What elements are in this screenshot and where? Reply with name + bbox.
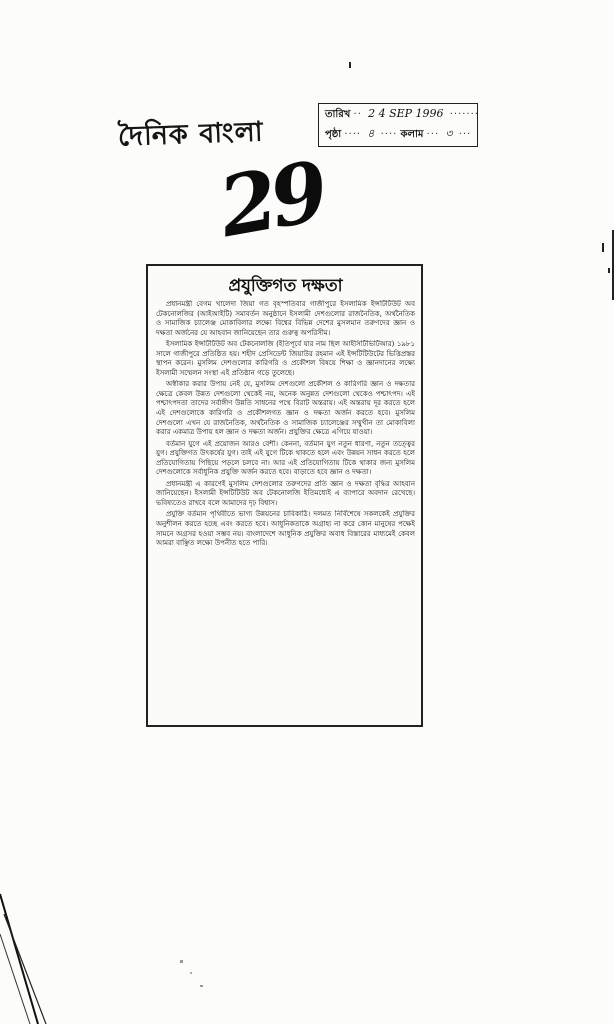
newspaper-name: দৈনিক বাংলা — [117, 116, 265, 153]
article-paragraph: প্রধানমন্ত্রী এ কারণেই মুসলিম দেশগুলোর তরুণদের প্রতি জ্ঞান ও দক্ষতা বৃদ্ধির আহবান জানিয়েছেন। ইসলামী ইন্সটিটিউট অব টেকনোলজি ইতিমধ্যেই এ ব্যাপারে অবদান রেখেছে। ভবিষ্যতেও রাখবে বলে আমাদের দৃঢ় বিশ্বাস। — [156, 479, 415, 507]
article-clipping — [146, 264, 423, 727]
handwritten-number: 29 — [212, 143, 330, 257]
stamp-page-label: পৃষ্ঠা — [325, 129, 342, 140]
article-paragraph: প্রযুক্তি বর্তমান পৃথিবীতে ভাগ্য উন্নয়নের চাবিকাঠি। দলমত নির্বিশেষে সকলকেই প্রযুক্তির অনুশীলন করতে হচ্ছে এবং করতে হবে। আধুনিকতাকে অগ্রাহ্য না করে কোন মানুষের পক্ষেই সামনে অগ্রসর হওয়া সম্ভব নয়। বাংলাদেশে আধুনিক প্রযুক্তির অবাধ বিস্তারের মাধ্যমেই কেবল আমরা বাঞ্ছিত লক্ষ্যে উপনীত হতে পারি। — [156, 510, 415, 548]
scan-speck — [190, 972, 192, 974]
scan-speck — [200, 985, 203, 987]
date-stamp — [318, 103, 478, 147]
article-paragraph: ইসলামিক ইন্সটিটিউট অব টেকনোলজি (ইতিপূর্বে যার নাম ছিল আইসিটিভিটিআর) ১৯৮১ সালে গাজীপুরে প্রতিষ্ঠিত হয়। শহীদ প্রেসিডেন্ট জিয়াউর রহমান এই ইন্সটিটিউটের ভিত্তিপ্রস্তর স্থাপন করেন। মুসলিম দেশগুলোর কারিগরি ও প্রকৌশল বিষয়ে শিক্ষা ও জ্ঞানদানের লক্ষ্যে ইসলামী সম্মেলন সংস্থা এই প্রতিষ্ঠান গড়ে তুলেছে। — [156, 340, 415, 377]
stamp-date-value: 2 4 SEP 1996 — [368, 107, 444, 120]
stamp-date-label: তারিখ — [325, 109, 351, 120]
stamp-page-row: পৃষ্ঠা ···· ৪ ···· কলাম ··· ৩ ··· — [325, 127, 472, 140]
scan-speck — [608, 268, 610, 273]
scan-speck — [349, 62, 351, 68]
stamp-column-value: ৩ — [445, 127, 453, 140]
scan-speck — [180, 960, 183, 963]
article-paragraph: প্রধানমন্ত্রী বেগম খালেদা জিয়া গত বৃহস্পতিবার গাজীপুরে ইসলামিক ইন্সটিটিউট অব টেকনোলজির (আইআইটি) সমাবর্তন অনুষ্ঠানে ইসলামী দেশগুলোর রাজনৈতিক, অর্থনৈতিক ও সামাজিক চ্যালেঞ্জ মোকাবিলার লক্ষ্যে বিশ্বের বিভিন্ন দেশের মুসলমান তরুণদের জ্ঞান ও দক্ষতা অর্জনের যে আহবান জানিয়েছেন তার গুরুত্ব অপরিসীম। — [156, 300, 415, 337]
stamp-column-label: কলাম — [400, 129, 424, 140]
article-title: প্রযুক্তিগত দক্ষতা — [228, 276, 343, 296]
folded-corner-mark — [0, 890, 56, 1024]
article-paragraph: অস্বীকার করার উপায় নেই যে, মুসলিম দেশগুলো প্রকৌশল ও কারিগরি জ্ঞান ও দক্ষতার ক্ষেত্রে কেবল উন্নত দেশগুলো থেকেই নয়, অনেক অনুন্নত দেশগুলো থেকেও পশ্চাৎপদ। এই পশ্চাৎপদতা তাদের সর্বাঙ্গীণ উন্নতি সাধনের পথে বিরাট অন্তরায়। এই অন্তরায় দূর করতে হলে এই দেশগুলোকে কারিগরি ও প্রকৌশলগত জ্ঞান ও দক্ষতা অর্জন করতে হবে। মুসলিম দেশগুলো এখন যে রাজনৈতিক, অর্থনৈতিক ও সামাজিক চ্যালেঞ্জের সম্মুখীন তা মোকাবিলা করার একমাত্র উপায় হল জ্ঞান ও দক্ষতা অর্জন। প্রযুক্তির ক্ষেত্রে এগিয়ে যাওয়া। — [156, 380, 415, 437]
scan-speck — [602, 243, 604, 252]
article-paragraph: বর্তমান যুগে এই প্রয়োজন আরও বেশী। কেননা, বর্তমান যুগ নতুন ধারণা, নতুন তত্ত্বের যুগ। প্রযুক্তিগত উৎকর্ষের যুগ। তাই এই যুগে টিকে থাকতে হলে এবং উন্নয়ন সাধন করতে হলে প্রতিযোগিতায় পিছিয়ে পড়লে চলবে না। আর এই প্রতিযোগিতায় টিকে থাকার জন্য মুসলিম দেশগুলোকে সর্বাধুনিক প্রযুক্তি অর্জন করতে হবে। বাড়াতে হবে জ্ঞান ও দক্ষতা। — [156, 439, 415, 477]
stamp-date-row: তারিখ ·· 2 4 SEP 1996 ······· — [325, 107, 479, 120]
stamp-page-value: ৪ — [367, 127, 375, 140]
